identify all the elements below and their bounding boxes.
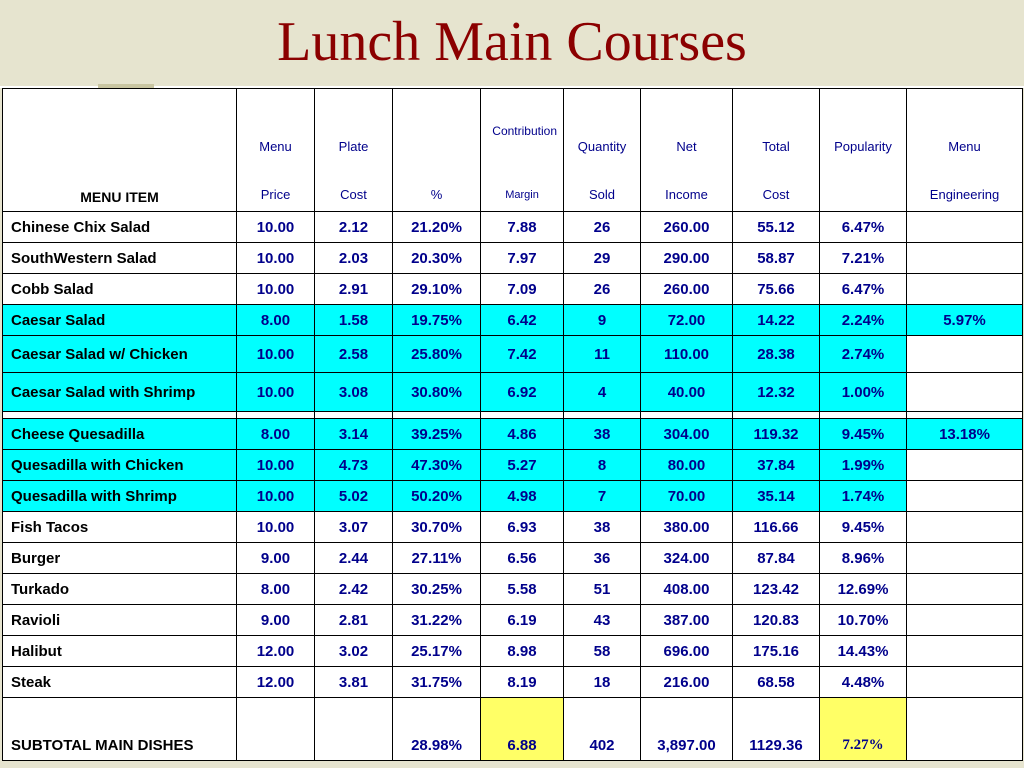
header-contribution-margin — [481, 89, 564, 212]
cell-popularity: 9.45% — [820, 419, 907, 450]
cell-percent: 50.20% — [393, 481, 481, 512]
cell-total-cost: 55.12 — [733, 212, 820, 243]
divider-cell — [237, 412, 315, 419]
cell-menu-item: Cheese Quesadilla — [3, 419, 237, 450]
cell-menu-price: 10.00 — [237, 512, 315, 543]
cell-net-income: 80.00 — [641, 450, 733, 481]
cell-percent: 30.80% — [393, 373, 481, 412]
cell-quantity-sold: 29 — [564, 243, 641, 274]
divider-cell — [315, 412, 393, 419]
table-row — [3, 574, 1023, 605]
cell-menu-item: Caesar Salad — [3, 305, 237, 336]
cell-total-cost: 87.84 — [733, 543, 820, 574]
page-title: Lunch Main Courses — [277, 11, 747, 73]
cell-popularity: 6.47% — [820, 274, 907, 305]
cell-menu-item: Turkado — [3, 574, 237, 605]
cell-contribution-margin: 6.92 — [481, 373, 564, 412]
cell-menu-price: 10.00 — [237, 450, 315, 481]
divider-cell — [733, 412, 820, 419]
cell-plate-cost: 3.02 — [315, 636, 393, 667]
cell-popularity: 1.99% — [820, 450, 907, 481]
cell-popularity: 1.74% — [820, 481, 907, 512]
cell-menu-price: 10.00 — [237, 212, 315, 243]
cell-percent: 47.30% — [393, 450, 481, 481]
cell-menu-item: Caesar Salad w/ Chicken — [3, 336, 237, 373]
subtotal-cost — [315, 698, 393, 761]
cell-percent: 31.75% — [393, 667, 481, 698]
cell-percent: 19.75% — [393, 305, 481, 336]
cell-net-income: 380.00 — [641, 512, 733, 543]
cell-contribution-margin: 6.42 — [481, 305, 564, 336]
cell-menu-price: 12.00 — [237, 667, 315, 698]
header-menu-price — [237, 89, 315, 212]
group-divider-row — [3, 412, 1023, 419]
header-percent — [393, 89, 481, 212]
cell-percent: 27.11% — [393, 543, 481, 574]
cell-plate-cost: 5.02 — [315, 481, 393, 512]
subtotal-row — [3, 698, 1023, 761]
cell-total-cost: 58.87 — [733, 243, 820, 274]
table-row — [3, 243, 1023, 274]
cell-menu-price: 10.00 — [237, 243, 315, 274]
table-row — [3, 274, 1023, 305]
cell-quantity-sold: 36 — [564, 543, 641, 574]
cell-contribution-margin: 5.58 — [481, 574, 564, 605]
cell-popularity: 1.00% — [820, 373, 907, 412]
cell-total-cost: 175.16 — [733, 636, 820, 667]
cell-quantity-sold: 26 — [564, 212, 641, 243]
cell-quantity-sold: 58 — [564, 636, 641, 667]
cell-menu-engineering — [907, 543, 1023, 574]
cell-quantity-sold: 38 — [564, 419, 641, 450]
cell-percent: 31.22% — [393, 605, 481, 636]
cell-popularity: 10.70% — [820, 605, 907, 636]
cell-total-cost: 37.84 — [733, 450, 820, 481]
cell-quantity-sold: 11 — [564, 336, 641, 373]
cell-menu-engineering — [907, 274, 1023, 305]
cell-quantity-sold: 43 — [564, 605, 641, 636]
cell-menu-price: 9.00 — [237, 543, 315, 574]
cell-menu-item: Ravioli — [3, 605, 237, 636]
header-total-cost — [733, 89, 820, 212]
cell-plate-cost: 2.81 — [315, 605, 393, 636]
header-total-bottom: Cost — [762, 187, 790, 202]
cell-total-cost: 35.14 — [733, 481, 820, 512]
header-price-top: Menu — [259, 139, 292, 154]
cell-percent: 25.80% — [393, 336, 481, 373]
cell-total-cost: 28.38 — [733, 336, 820, 373]
table-row — [3, 419, 1023, 450]
cell-quantity-sold: 4 — [564, 373, 641, 412]
cell-menu-price: 8.00 — [237, 305, 315, 336]
table-row — [3, 305, 1023, 336]
cell-percent: 39.25% — [393, 419, 481, 450]
table-row — [3, 373, 1023, 412]
table-row — [3, 667, 1023, 698]
header-plate-cost — [315, 89, 393, 212]
header-popularity — [820, 89, 907, 212]
cell-plate-cost: 2.42 — [315, 574, 393, 605]
cell-contribution-margin: 4.86 — [481, 419, 564, 450]
cell-menu-price: 10.00 — [237, 336, 315, 373]
header-engineering-top: Menu — [948, 139, 981, 154]
cell-contribution-margin: 4.98 — [481, 481, 564, 512]
cell-plate-cost: 3.07 — [315, 512, 393, 543]
header-price-bottom: Price — [260, 187, 291, 202]
header-cost-bottom: Cost — [340, 187, 367, 202]
cell-total-cost: 68.58 — [733, 667, 820, 698]
divider-cell — [564, 412, 641, 419]
cell-menu-item: Cobb Salad — [3, 274, 237, 305]
cell-menu-engineering — [907, 605, 1023, 636]
header-popularity-top: Popularity — [834, 139, 892, 154]
cell-popularity: 14.43% — [820, 636, 907, 667]
cell-menu-engineering — [907, 667, 1023, 698]
cell-contribution-margin: 8.19 — [481, 667, 564, 698]
cell-quantity-sold: 26 — [564, 274, 641, 305]
divider-cell — [393, 412, 481, 419]
cell-plate-cost: 2.91 — [315, 274, 393, 305]
cell-net-income: 696.00 — [641, 636, 733, 667]
cell-net-income: 387.00 — [641, 605, 733, 636]
cell-contribution-margin: 6.56 — [481, 543, 564, 574]
cell-plate-cost: 2.58 — [315, 336, 393, 373]
cell-menu-item: Chinese Chix Salad — [3, 212, 237, 243]
cell-menu-price: 10.00 — [237, 481, 315, 512]
table-row — [3, 212, 1023, 243]
cell-contribution-margin: 7.88 — [481, 212, 564, 243]
cell-net-income: 408.00 — [641, 574, 733, 605]
divider-cell — [907, 412, 1023, 419]
cell-plate-cost: 3.08 — [315, 373, 393, 412]
cell-total-cost: 75.66 — [733, 274, 820, 305]
table-row — [3, 512, 1023, 543]
cell-popularity: 12.69% — [820, 574, 907, 605]
subtotal-popularity: 7.27% — [820, 698, 907, 761]
cell-menu-engineering — [907, 481, 1023, 512]
subtotal-quantity: 402 — [564, 698, 641, 761]
cell-menu-price: 12.00 — [237, 636, 315, 667]
table-row — [3, 543, 1023, 574]
cell-menu-engineering — [907, 336, 1023, 373]
cell-percent: 20.30% — [393, 243, 481, 274]
cell-menu-item: Halibut — [3, 636, 237, 667]
cell-quantity-sold: 8 — [564, 450, 641, 481]
cell-contribution-margin: 6.93 — [481, 512, 564, 543]
cell-total-cost: 120.83 — [733, 605, 820, 636]
header-menu-item-label: MENU ITEM — [80, 189, 159, 205]
cell-menu-item: Quesadilla with Shrimp — [3, 481, 237, 512]
cell-contribution-margin: 8.98 — [481, 636, 564, 667]
cell-quantity-sold: 18 — [564, 667, 641, 698]
cell-quantity-sold: 9 — [564, 305, 641, 336]
cell-menu-price: 10.00 — [237, 373, 315, 412]
header-engineering-bottom: Engineering — [929, 187, 1000, 202]
header-quantity-top: Quantity — [577, 139, 627, 154]
subtotal-total-cost: 1129.36 — [733, 698, 820, 761]
cell-quantity-sold: 51 — [564, 574, 641, 605]
cell-quantity-sold: 7 — [564, 481, 641, 512]
cell-menu-engineering — [907, 512, 1023, 543]
cell-net-income: 260.00 — [641, 212, 733, 243]
cell-menu-engineering: 13.18% — [907, 419, 1023, 450]
menu-engineering-table — [2, 88, 1023, 761]
subtotal-label: SUBTOTAL MAIN DISHES — [3, 698, 237, 761]
table-row — [3, 336, 1023, 373]
table-row — [3, 450, 1023, 481]
divider-cell — [481, 412, 564, 419]
cell-net-income: 110.00 — [641, 336, 733, 373]
subtotal-price — [237, 698, 315, 761]
cell-menu-item: SouthWestern Salad — [3, 243, 237, 274]
cell-menu-price: 10.00 — [237, 274, 315, 305]
header-contribution-bottom: Margin — [505, 189, 539, 201]
table-row — [3, 481, 1023, 512]
cell-plate-cost: 2.12 — [315, 212, 393, 243]
table-row — [3, 636, 1023, 667]
table-header-row — [3, 89, 1023, 212]
cell-menu-engineering — [907, 243, 1023, 274]
table-body — [3, 212, 1023, 698]
cell-menu-item: Burger — [3, 543, 237, 574]
subtotal-engineering — [907, 698, 1023, 761]
cell-plate-cost: 2.44 — [315, 543, 393, 574]
cell-net-income: 324.00 — [641, 543, 733, 574]
subtotal-percent: 28.98% — [393, 698, 481, 761]
subtotal-net-income: 3,897.00 — [641, 698, 733, 761]
cell-contribution-margin: 7.97 — [481, 243, 564, 274]
divider-cell — [820, 412, 907, 419]
cell-net-income: 260.00 — [641, 274, 733, 305]
divider-cell — [3, 412, 237, 419]
header-menu-engineering — [907, 89, 1023, 212]
header-net-top: Net — [676, 139, 697, 154]
cell-popularity: 4.48% — [820, 667, 907, 698]
cell-contribution-margin: 7.09 — [481, 274, 564, 305]
header-total-top: Total — [762, 139, 790, 154]
cell-popularity: 2.24% — [820, 305, 907, 336]
header-contribution-top: Contribution — [492, 124, 557, 138]
cell-plate-cost: 3.81 — [315, 667, 393, 698]
cell-menu-item: Quesadilla with Chicken — [3, 450, 237, 481]
cell-total-cost: 116.66 — [733, 512, 820, 543]
cell-contribution-margin: 5.27 — [481, 450, 564, 481]
header-net-income — [641, 89, 733, 212]
cell-total-cost: 12.32 — [733, 373, 820, 412]
cell-menu-price: 9.00 — [237, 605, 315, 636]
cell-percent: 29.10% — [393, 274, 481, 305]
cell-net-income: 216.00 — [641, 667, 733, 698]
cell-total-cost: 123.42 — [733, 574, 820, 605]
cell-total-cost: 119.32 — [733, 419, 820, 450]
cell-contribution-margin: 6.19 — [481, 605, 564, 636]
cell-plate-cost: 1.58 — [315, 305, 393, 336]
cell-menu-price: 8.00 — [237, 419, 315, 450]
header-net-bottom: Income — [665, 187, 708, 202]
cell-menu-engineering — [907, 373, 1023, 412]
cell-net-income: 70.00 — [641, 481, 733, 512]
cell-plate-cost: 4.73 — [315, 450, 393, 481]
cell-percent: 21.20% — [393, 212, 481, 243]
cell-popularity: 6.47% — [820, 212, 907, 243]
cell-contribution-margin: 7.42 — [481, 336, 564, 373]
cell-popularity: 9.45% — [820, 512, 907, 543]
cell-popularity: 2.74% — [820, 336, 907, 373]
cell-plate-cost: 3.14 — [315, 419, 393, 450]
cell-menu-item: Steak — [3, 667, 237, 698]
header-menu-item — [3, 89, 237, 212]
cell-menu-engineering — [907, 212, 1023, 243]
cell-menu-engineering — [907, 450, 1023, 481]
cell-menu-engineering: 5.97% — [907, 305, 1023, 336]
cell-percent: 25.17% — [393, 636, 481, 667]
divider-cell — [641, 412, 733, 419]
cell-net-income: 72.00 — [641, 305, 733, 336]
header-cost-top: Plate — [338, 139, 369, 154]
subtotal-contribution-margin: 6.88 — [481, 698, 564, 761]
cell-plate-cost: 2.03 — [315, 243, 393, 274]
header-percent-top — [397, 139, 476, 171]
header-percent-bottom: % — [430, 187, 443, 202]
cell-popularity: 7.21% — [820, 243, 907, 274]
header-quantity-sold — [564, 89, 641, 212]
cell-menu-item: Fish Tacos — [3, 512, 237, 543]
cell-menu-engineering — [907, 574, 1023, 605]
cell-quantity-sold: 38 — [564, 512, 641, 543]
header-quantity-bottom: Sold — [588, 187, 616, 202]
cell-net-income: 290.00 — [641, 243, 733, 274]
cell-net-income: 40.00 — [641, 373, 733, 412]
cell-menu-price: 8.00 — [237, 574, 315, 605]
table-row — [3, 605, 1023, 636]
cell-net-income: 304.00 — [641, 419, 733, 450]
cell-total-cost: 14.22 — [733, 305, 820, 336]
cell-popularity: 8.96% — [820, 543, 907, 574]
cell-percent: 30.70% — [393, 512, 481, 543]
cell-percent: 30.25% — [393, 574, 481, 605]
cell-menu-item: Caesar Salad with Shrimp — [3, 373, 237, 412]
cell-menu-engineering — [907, 636, 1023, 667]
